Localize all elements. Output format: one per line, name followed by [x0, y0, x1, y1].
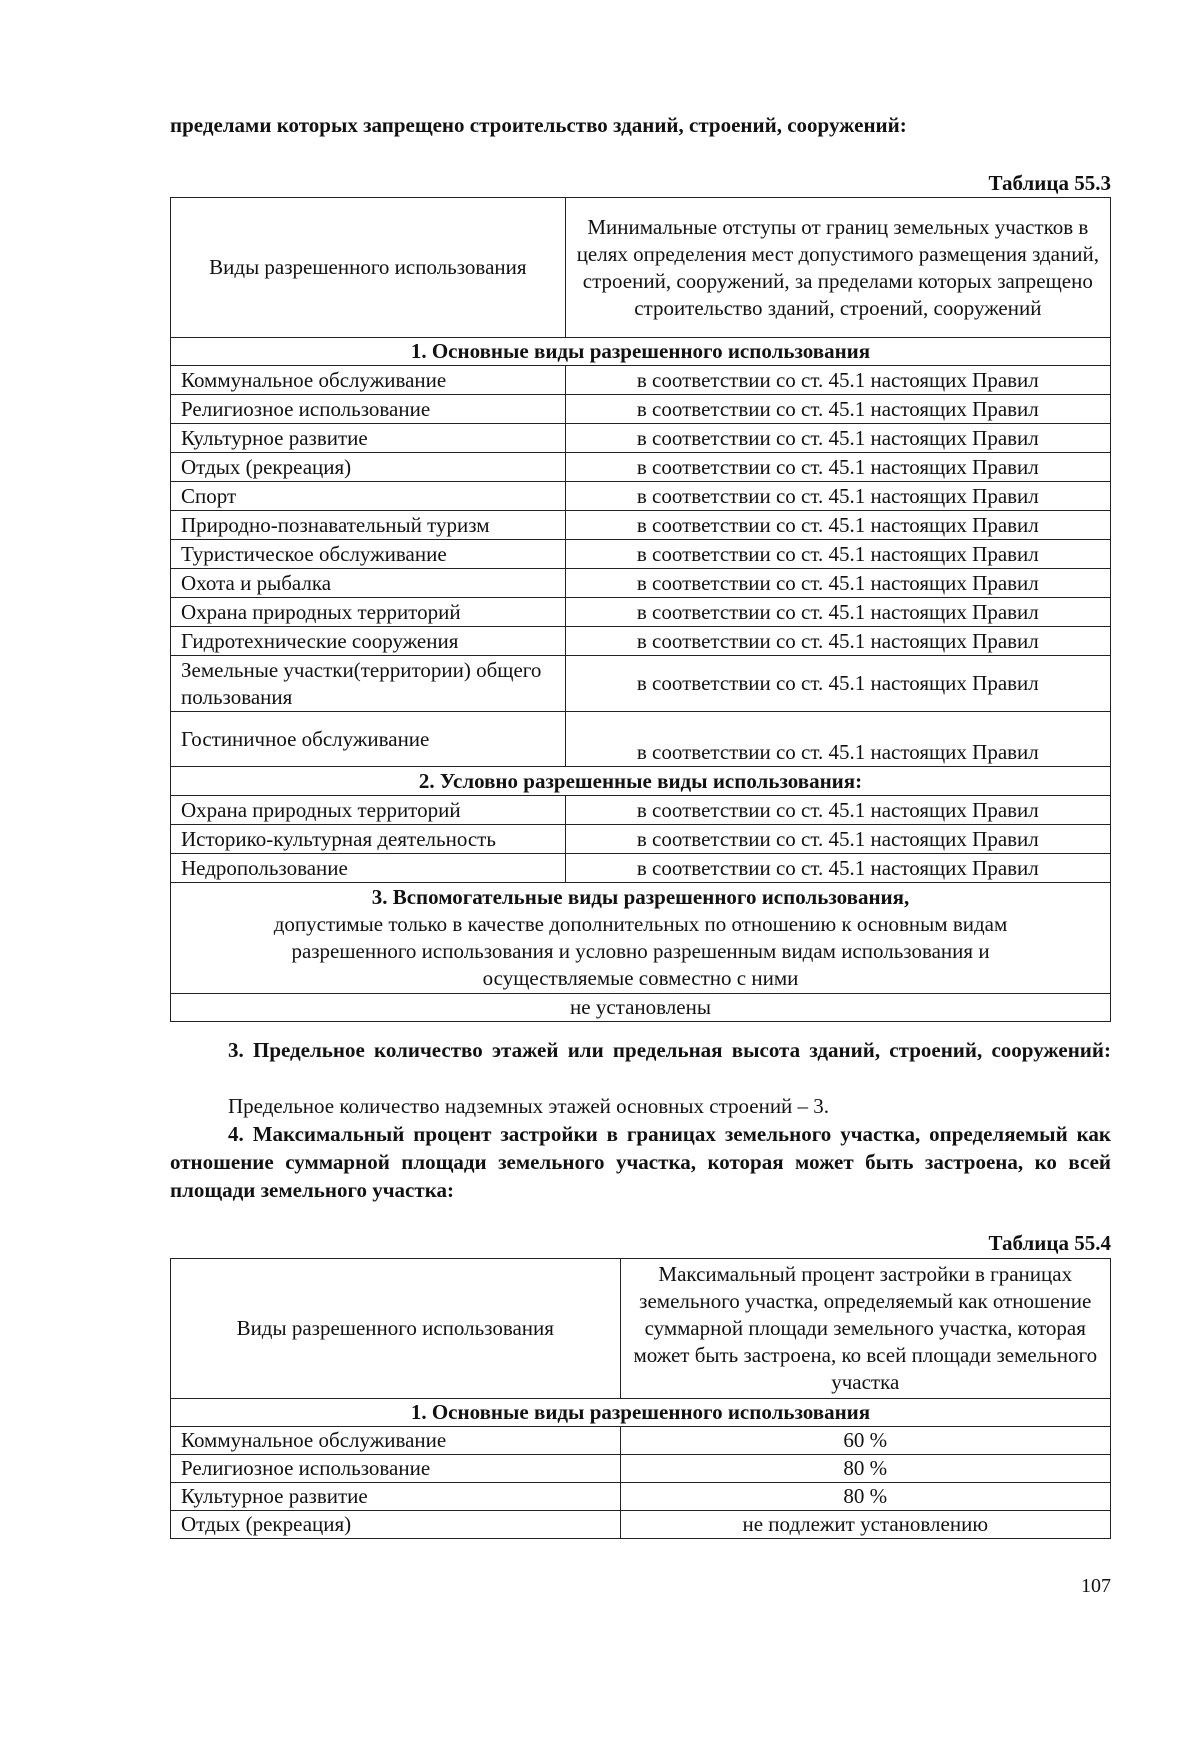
use-cell: Гостиничное обслуживание: [171, 712, 566, 767]
table-row: [171, 796, 1111, 825]
table-row: [171, 482, 1111, 511]
section-row: [171, 883, 1111, 994]
table-row: [171, 540, 1111, 569]
table-row: [171, 424, 1111, 453]
table-row: [171, 1455, 1111, 1483]
use-cell: Религиозное использование: [171, 1455, 621, 1483]
value-cell: 80 %: [620, 1483, 1110, 1511]
table-row: [171, 627, 1111, 656]
page-number: 107: [1081, 1575, 1111, 1597]
item4-heading-text: Максимальный процент застройки в границах земельного участка, определяемый как отношение суммарной площади земельного участка, которая может быть застроена, ко всей площади земельного участка:: [170, 1122, 1112, 1202]
item4-number: 4.: [228, 1122, 244, 1146]
section3-title: 3. Вспомогательные виды разрешенного использования,: [371, 885, 910, 909]
table-row: [171, 366, 1111, 395]
section-row: [171, 338, 1111, 366]
value-cell: в соответствии со ст. 45.1 настоящих Правил: [565, 511, 1110, 540]
use-cell: Туристическое обслуживание: [171, 540, 566, 569]
use-cell: Недропользование: [171, 854, 566, 883]
item3-text: Предельное количество надземных этажей основных строений – 3.: [228, 1094, 830, 1118]
value-cell: не подлежит установлению: [620, 1511, 1110, 1539]
header-col2: Минимальные отступы от границ земельных участков в целях определения мест допустимого размещения зданий, строений, сооружений, за пределами которых запрещено строительство зданий, строений, сооружений: [565, 198, 1110, 338]
value-cell: в соответствии со ст. 45.1 настоящих Правил: [565, 854, 1110, 883]
table-header-row: [171, 198, 1111, 338]
table-55-4: [170, 1258, 1111, 1539]
table-row: [171, 1427, 1111, 1455]
use-cell: Охрана природных территорий: [171, 598, 566, 627]
value-cell: в соответствии со ст. 45.1 настоящих Правил: [565, 569, 1110, 598]
item3-number: 3.: [228, 1038, 244, 1062]
table-55-3: [170, 197, 1111, 1022]
use-cell: Отдых (рекреация): [171, 453, 566, 482]
table-row: [171, 453, 1111, 482]
table-row: [171, 511, 1111, 540]
value-cell: в соответствии со ст. 45.1 настоящих Правил: [565, 627, 1110, 656]
section3-cell: [171, 883, 1111, 994]
value-cell: в соответствии со ст. 45.1 настоящих Правил: [565, 482, 1110, 511]
section2-title: 2. Условно разрешенные виды использования:: [171, 767, 1111, 796]
section-row: [171, 767, 1111, 796]
value-cell: в соответствии со ст. 45.1 настоящих Правил: [565, 825, 1110, 854]
use-cell: Природно-познавательный туризм: [171, 511, 566, 540]
table-row: [171, 712, 1111, 767]
use-cell: Культурное развитие: [171, 424, 566, 453]
value-cell: в соответствии со ст. 45.1 настоящих Правил: [565, 424, 1110, 453]
section1-title: 1. Основные виды разрешенного использования: [171, 338, 1111, 366]
table-row: [171, 825, 1111, 854]
item3-heading-line1: [170, 1036, 1111, 1064]
use-cell: Культурное развитие: [171, 1483, 621, 1511]
table-row: [171, 395, 1111, 424]
table-row: [171, 854, 1111, 883]
use-cell: Историко-культурная деятельность: [171, 825, 566, 854]
value-cell: в соответствии со ст. 45.1 настоящих Правил: [565, 366, 1110, 395]
section3-subtitle: допустимые только в качестве дополнительных по отношению к основным видам разрешенного использования и условно разрешенным видам использования и осуществляемые совместно с ними: [273, 912, 1008, 990]
value-cell: 80 %: [620, 1455, 1110, 1483]
item3-heading: [170, 1036, 1111, 1064]
header-col1: Виды разрешенного использования: [171, 1259, 621, 1399]
value-cell: в соответствии со ст. 45.1 настоящих Правил: [565, 656, 1110, 712]
item4-heading: [170, 1120, 1111, 1204]
use-cell: Спорт: [171, 482, 566, 511]
table-row: [171, 994, 1111, 1022]
use-cell: Коммунальное обслуживание: [171, 1427, 621, 1455]
header-col2: Максимальный процент застройки в границах земельного участка, определяемый как отношение суммарной площади земельного участка, которая может быть застроена, ко всей площади земельного участка: [620, 1259, 1110, 1399]
value-cell: в соответствии со ст. 45.1 настоящих Правил: [565, 453, 1110, 482]
value-cell: в соответствии со ст. 45.1 настоящих Правил: [565, 598, 1110, 627]
table-header-row: [171, 1259, 1111, 1399]
value-cell: в соответствии со ст. 45.1 настоящих Правил: [565, 395, 1110, 424]
use-cell: Охрана природных территорий: [171, 796, 566, 825]
section3-value: не установлены: [171, 994, 1111, 1022]
item3-heading-text: Предельное количество этажей или предельная высота зданий, строений, сооружений:: [252, 1038, 1111, 1062]
use-cell: Религиозное использование: [171, 395, 566, 424]
section-row: [171, 1399, 1111, 1427]
table-row: [171, 1483, 1111, 1511]
table-55-3-caption: Таблица 55.3: [988, 171, 1111, 195]
table-row: [171, 569, 1111, 598]
use-cell: Гидротехнические сооружения: [171, 627, 566, 656]
value-cell: в соответствии со ст. 45.1 настоящих Правил: [565, 712, 1110, 767]
value-cell: в соответствии со ст. 45.1 настоящих Правил: [565, 540, 1110, 569]
intro-line: пределами которых запрещено строительство зданий, строений, сооружений:: [170, 113, 907, 137]
table-55-4-caption: Таблица 55.4: [988, 1231, 1111, 1255]
value-cell: 60 %: [620, 1427, 1110, 1455]
value-cell: в соответствии со ст. 45.1 настоящих Правил: [565, 796, 1110, 825]
use-cell: Коммунальное обслуживание: [171, 366, 566, 395]
use-cell: Земельные участки(территории) общего пользования: [171, 656, 566, 712]
section1-title: 1. Основные виды разрешенного использования: [171, 1399, 1111, 1427]
table-row: [171, 1511, 1111, 1539]
table-row: [171, 598, 1111, 627]
use-cell: Отдых (рекреация): [171, 1511, 621, 1539]
use-cell: Охота и рыбалка: [171, 569, 566, 598]
header-col1: Виды разрешенного использования: [171, 198, 566, 338]
table-row: [171, 656, 1111, 712]
